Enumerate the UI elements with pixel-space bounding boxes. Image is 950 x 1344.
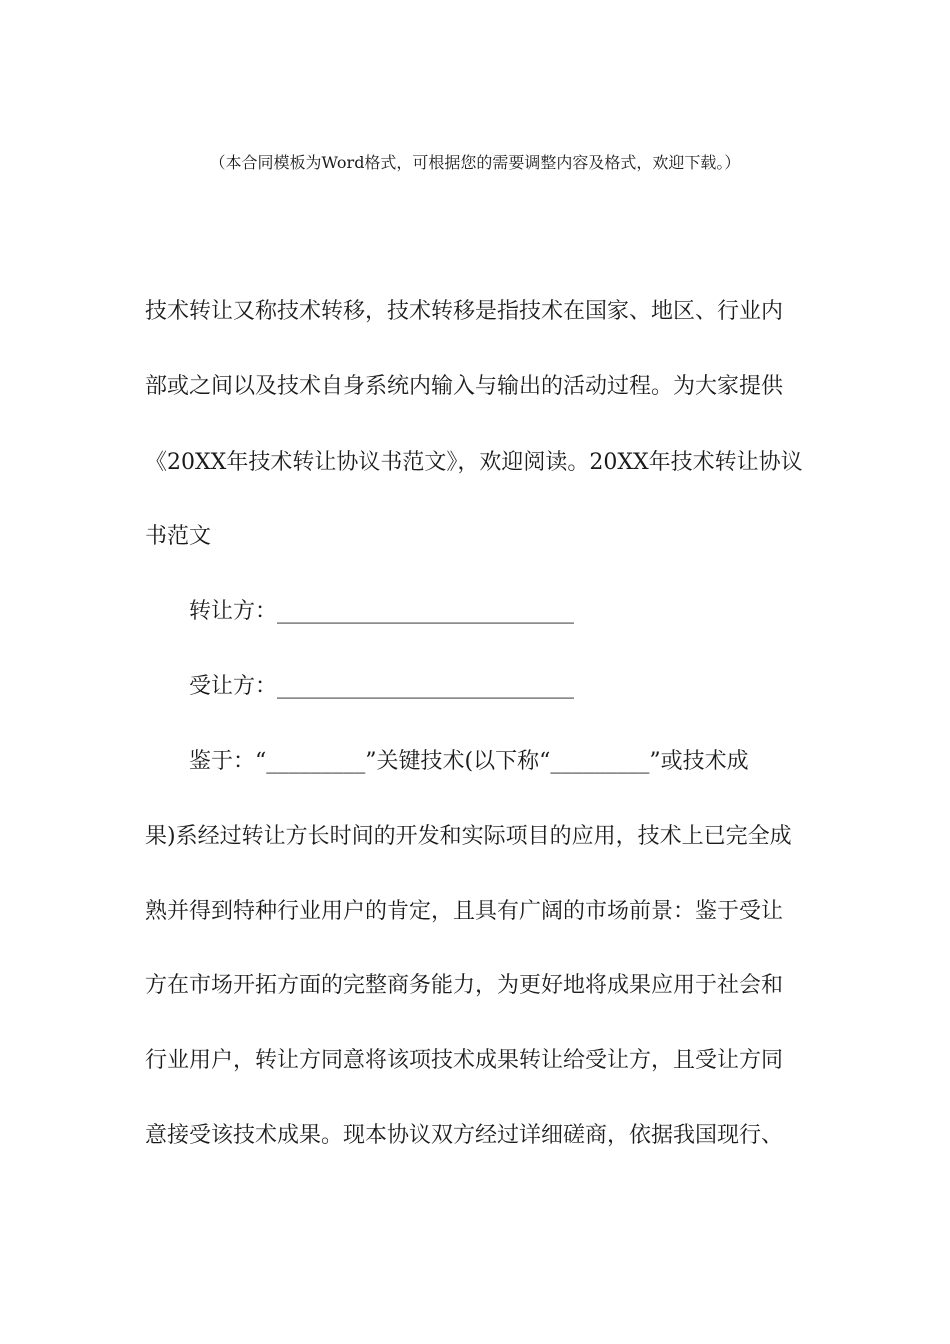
intro-line-3: 《20XX年技术转让协议书范文》，欢迎阅读。20XX年技术转让协议	[145, 450, 803, 475]
recital-line-4: 方在市场开拓方面的完整商务能力，为更好地将成果应用于社会和	[145, 973, 784, 998]
transferor-line: 转让方：___________________________	[189, 599, 575, 624]
recital-line-3: 熟并得到特种行业用户的肯定，且具有广阔的市场前景：鉴于受让	[145, 899, 784, 924]
template-note: （本合同模板为Word格式，可根据您的需要调整内容及格式，欢迎下载。）	[209, 153, 741, 172]
recital-line-1: 鉴于：“_________”关键技术(以下称“_________”或技术成	[189, 749, 749, 774]
intro-line-4: 书范文	[145, 524, 212, 549]
intro-line-2: 部或之间以及技术自身系统内输入与输出的活动过程。为大家提供	[145, 374, 784, 399]
intro-line-1: 技术转让又称技术转移，技术转移是指技术在国家、地区、行业内	[145, 299, 784, 324]
recital-line-6: 意接受该技术成果。现本协议双方经过详细磋商，依据我国现行、	[145, 1123, 784, 1148]
recital-line-2: 果)系经过转让方长时间的开发和实际项目的应用，技术上已完全成	[145, 824, 792, 849]
recital-line-5: 行业用户，转让方同意将该项技术成果转让给受让方，且受让方同	[145, 1048, 784, 1073]
transferee-line: 受让方：___________________________	[189, 674, 575, 699]
